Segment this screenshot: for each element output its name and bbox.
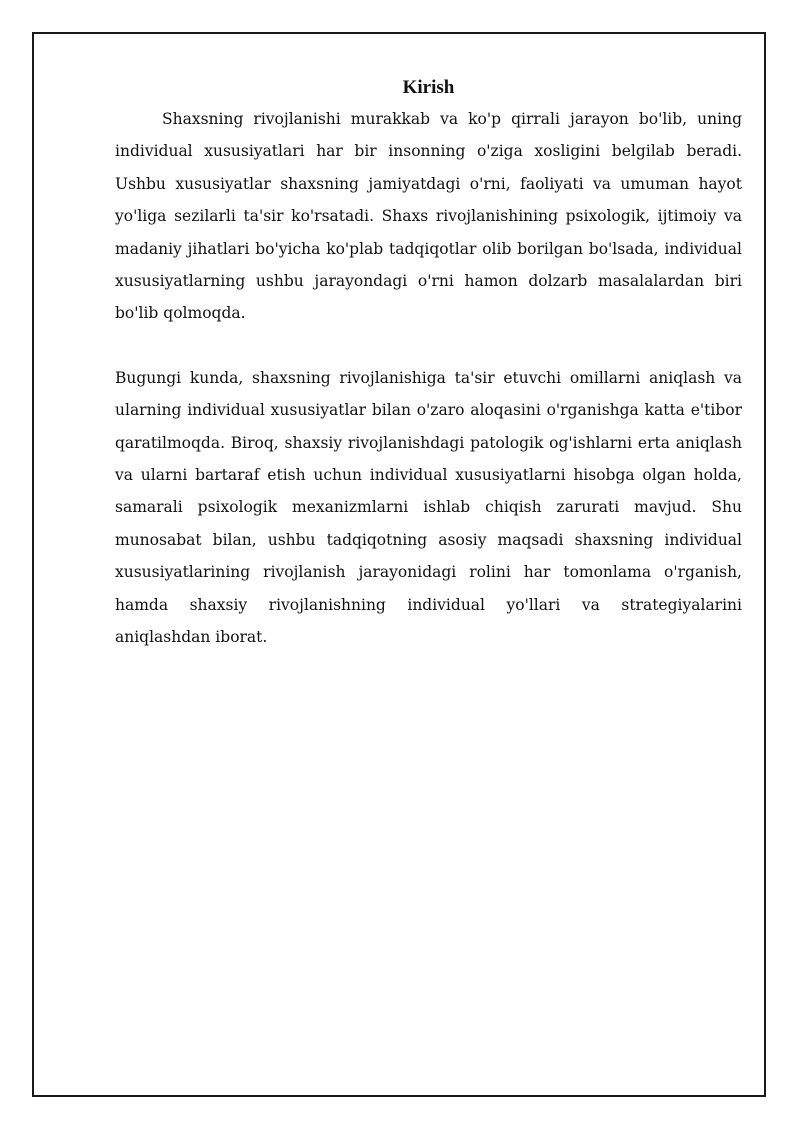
document-title: Kirish [402,77,455,98]
document-body [115,76,742,654]
paragraph-spacer [115,330,742,362]
paragraph-intro: Shaxsning rivojlanishi murakkab va ko'p qirrali jarayon bo'lib, uning individual xususiyatlari har bir insonning o'ziga xosligini belgilab beradi. Ushbu xususiyatlar shaxsning jamiyatdagi o'rni, faoliyati va umuman hayot yo'liga sezilarli ta'sir ko'rsatadi. Shaxs rivojlanishining psixologik, ijtimoiy va madaniy jihatlari bo'yicha ko'plab tadqiqotlar olib borilgan bo'lsada, individual xususiyatlarning ushbu jarayondagi o'rni hamon dolzarb masalalardan biri bo'lib qolmoqda. [115,110,742,323]
paragraph-purpose: Bugungi kunda, shaxsning rivojlanishiga ta'sir etuvchi omillarni aniqlash va ularning individual xususiyatlar bilan o'zaro aloqasini o'rganishga katta e'tibor qaratilmoqda. Biroq, shaxsiy rivojlanishdagi patologik og'ishlarni erta aniqlash va ularni bartaraf etish uchun individual xususiyatlarni hisobga olgan holda, samarali psixologik mexanizmlarni ishlab chiqish zarurati mavjud. Shu munosabat bilan, ushbu tadqiqotning asosiy maqsadi shaxsning individual xususiyatlarining rivojlanish jarayonidagi rolini har tomonlama o'rganish, hamda shaxsiy rivojlanishning individual yo'llari va strategiyalarini aniqlashdan iborat. [115,368,742,647]
